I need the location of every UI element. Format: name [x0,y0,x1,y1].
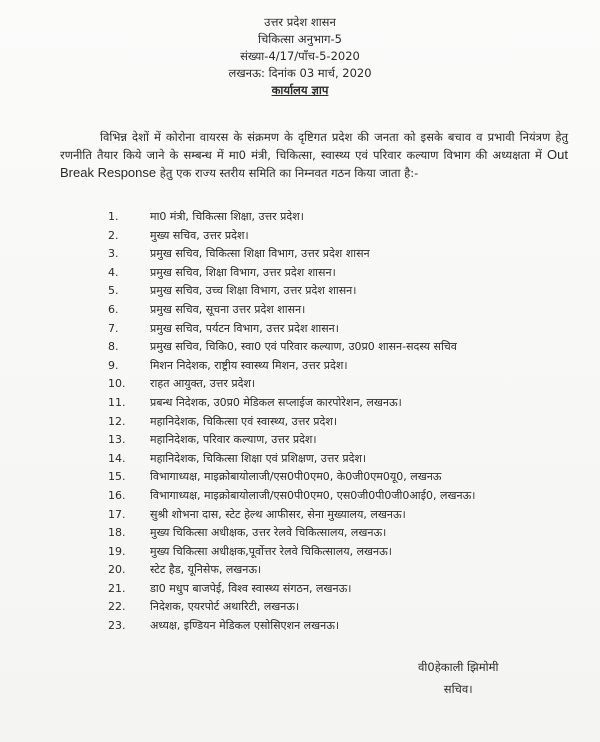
member-number: 17. [108,507,126,521]
member-text: प्रमुख सचिव, शिक्षा विभाग, उत्तर प्रदेश शासन। [150,265,336,279]
member-number: 4. [108,265,119,279]
member-text: मुख्य चिकित्सा अधीक्षक,पूर्वोत्तर रेलवे चिकित्सालय, लखनऊ। [150,544,392,558]
committee-members-list [108,208,578,636]
member-number: 16. [108,488,126,502]
member-number: 15. [108,470,126,484]
signatory-designation: सचिव। [443,682,473,696]
member-number: 19. [108,544,126,558]
member-list-item [108,245,578,264]
member-number: 2. [108,228,119,242]
member-number: 1. [108,210,119,223]
member-list-item [108,375,578,394]
member-list-item [108,561,578,580]
member-number: 12. [108,414,126,428]
intro-paragraph [60,128,568,182]
member-text: सुश्री शोभना दास, स्टेट हेल्थ आफीसर, सेना मुख्यालय, लखनऊ। [150,507,406,521]
member-text: प्रमुख सचिव, पर्यटन विभाग, उत्तर प्रदेश शासन। [150,321,339,335]
member-number: 13. [108,433,126,447]
department-name: चिकित्सा अनुभाग-5 [258,32,342,46]
member-text: मुख्य सचिव, उत्तर प्रदेश। [150,228,249,242]
signature-block [418,656,498,700]
intro-english-phrase: Out Break Response [60,147,568,180]
member-text: प्रमुख सचिव, उच्च शिक्षा विभाग, उत्तर प्रदेश शासन। [150,284,357,298]
member-list-item [108,413,578,432]
member-text: प्रमुख सचिव, चिकि0, स्वा0 एवं परिवार कल्याण, उ0प्र0 शासन-सदस्य सचिव [150,340,457,354]
member-number: 11. [108,395,126,409]
member-number: 6. [108,302,119,316]
member-list-item [108,227,578,246]
member-list-item [108,450,578,469]
member-text: मिशन निदेशक, राष्ट्रीय स्वास्थ्य मिशन, उत्तर प्रदेश। [150,358,348,372]
member-text: प्रबन्ध निदेशक, उ0प्र0 मेडिकल सप्लाईज कारपोरेशन, लखनऊ। [150,395,402,409]
member-text: राहत आयुक्त, उत्तर प्रदेश। [150,377,256,391]
member-number: 5. [108,284,119,298]
member-text: स्टेट हैड, यूनिसेफ, लखनऊ। [150,563,262,577]
member-list-item [108,301,578,320]
date-line: लखनऊ: दिनांक 03 मार्च, 2020 [228,66,372,80]
member-list-item [108,320,578,339]
member-number: 14. [108,451,126,465]
government-name: उत्तर प्रदेश शासन [264,15,336,29]
member-text: अध्यक्ष, इण्डियन मेडिकल एसोसिएशन लखनऊ। [150,619,340,633]
member-list-item [108,468,578,487]
member-number: 3. [108,247,119,261]
document-header [0,14,600,99]
reference-number: संख्या-4/17/पाँच-5-2020 [240,49,360,63]
member-number: 8. [108,340,119,354]
member-text: प्रमुख सचिव, चिकित्सा शिक्षा विभाग, उत्तर प्रदेश शासन [150,247,370,261]
intro-text-after: हेतु एक राज्य स्तरीय समिति का निम्नवत गठन किया जाता है:- [159,166,419,180]
member-text: महानिदेशक, परिवार कल्याण, उत्तर प्रदेश। [150,433,317,447]
member-list-item [108,431,578,450]
member-number: 21. [108,581,126,595]
member-list-item [108,394,578,413]
member-number: 9. [108,358,119,372]
member-list-item [108,580,578,599]
member-number: 7. [108,321,119,335]
member-number: 18. [108,526,126,540]
member-text: मा0 मंत्री, चिकित्सा शिक्षा, उत्तर प्रदेश। [150,210,304,223]
member-text: निदेशक, एयरपोर्ट अथारिटी, लखनऊ। [150,600,300,614]
member-list-item [108,524,578,543]
member-text: डा0 मधुप बाजपेई, विश्व स्वास्थ्य संगठन, लखनऊ। [150,581,352,595]
member-list-item [108,208,578,227]
member-list-item [108,487,578,506]
intro-text-before: विभिन्न देशों में कोरोना वायरस के संक्रमण के दृष्टिगत प्रदेश की जनता को इसके बचाव व प्रभावी नियंत्रण हेतु रणनीति तैयार किये जाने के सम्बन्ध में मा0 मंत्री, चिकित्सा, स्वास्थ्य एवं परिवार कल्याण विभाग की अध्यक्षता में [60,130,568,162]
subject-title: कार्यालय ज्ञाप [271,83,329,97]
member-text: महानिदेशक, चिकित्सा एवं स्वास्थ्य, उत्तर प्रदेश। [150,414,338,428]
member-number: 20. [108,563,126,577]
member-text: विभागाध्यक्ष, माइक्रोबायोलाजी/एस0पी0एम0, एस0जी0पी0जी0आई0, लखनऊ। [150,488,476,502]
member-text: मुख्य चिकित्सा अधीक्षक, उत्तर रेलवे चिकित्सालय, लखनऊ। [150,526,387,540]
member-text: विभागाध्यक्ष, माइक्रोबायोलाजी/एस0पी0एम0, के0जी0एम0यू0, लखनऊ [150,470,442,484]
member-list-item [108,338,578,357]
member-list-item [108,264,578,283]
member-list-item [108,598,578,617]
member-number: 23. [108,619,126,633]
member-text: प्रमुख सचिव, सूचना उत्तर प्रदेश शासन। [150,302,306,316]
member-list-item [108,506,578,525]
member-number: 22. [108,600,126,614]
signatory-name: वी0हेकाली झिमोमी [418,660,499,674]
member-list-item [108,543,578,562]
member-list-item [108,617,578,636]
member-number: 10. [108,377,126,391]
member-text: महानिदेशक, चिकित्सा शिक्षा एवं प्रशिक्षण, उत्तर प्रदेश। [150,451,367,465]
member-list-item [108,282,578,301]
member-list-item [108,357,578,376]
